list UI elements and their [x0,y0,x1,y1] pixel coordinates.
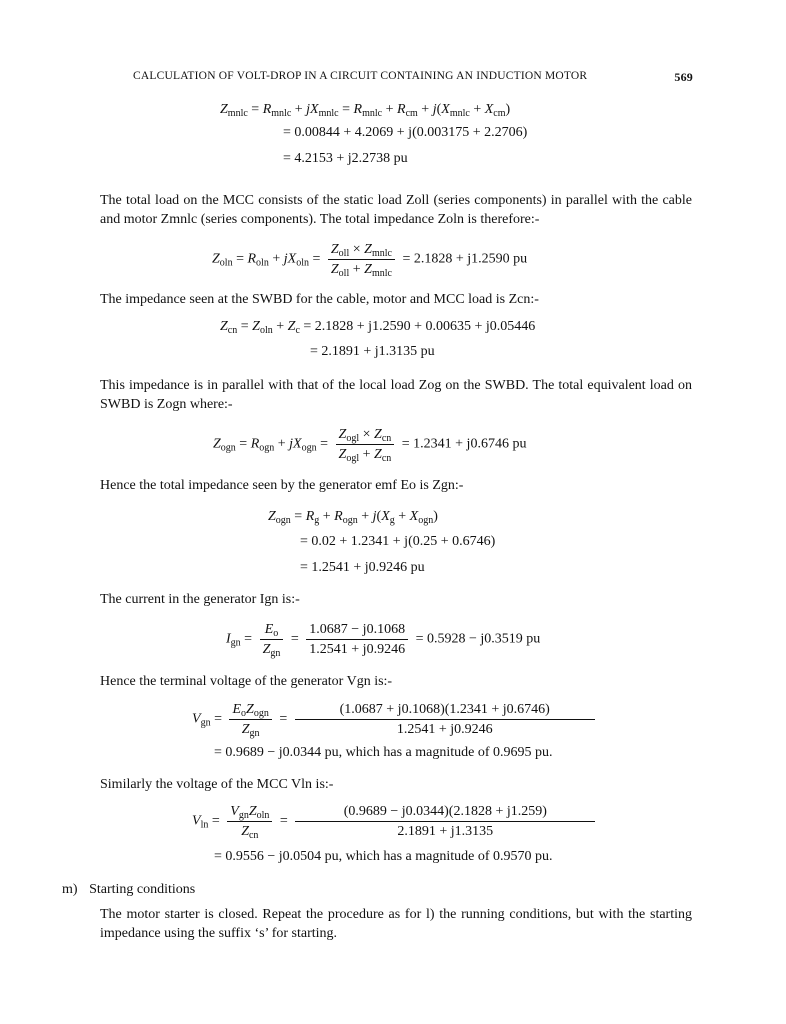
equation-zmnlc-line3: = 4.2153 + j2.2738 pu [283,151,408,166]
running-header [133,70,693,82]
paragraph-generator-impedance: Hence the total impedance seen by the generator emf Eo is Zgn:- [100,478,464,493]
equation-vln-result: = 0.9556 − j0.0504 pu, which has a magnitude of 0.9570 pu. [214,849,553,864]
equation-vln: $V_{ln}$ = $\frac{V_{gn}Z_{oln}}{Z_{cn}}$ = $\frac{(0.9689 - j0.0344)(2.1828 + j1.259)}{2.1891 + j1.3135}$ [192,803,599,840]
equation-zogn: $Z_{ogn} = R_{ogn} + jX_{ogn}$ = $\frac{Z_{ogl} \times Z_{cn}}{Z_{ogl} + Z_{cn}}$ = 1.2341 + j0.6746 pu [213,427,527,464]
zoln-result: = 2.1828 + j1.2590 pu [402,251,528,267]
equation-zcn-line1: $Z_{cn} = Z_{oln} + Z_c = 2.1828 + j1.2590 + 0.00635 + j0.05446$ [220,319,536,336]
equation-ign: $I_{gn}$ = $\frac{E_o}{Z_{gn}}$ = $\frac{1.0687 - j0.1068}{1.2541 + j0.9246}$ = 0.5928 − j0.3519 pu [226,622,541,659]
equation-zcn-line2: = 2.1891 + j1.3135 pu [310,344,435,359]
equation-zmnlc-line2: = 0.00844 + 4.2069 + j(0.003175 + 2.2706) [283,125,528,140]
paragraph-starting-conditions: The motor starter is closed. Repeat the procedure as for l) the running conditions, but with the starting impedance using the suffix ‘s’ for starting. [100,907,692,941]
equation-zgn-line1: $Z_{ogn} = R_g + R_{ogn} + j(X_g + X_{ogn})$ [268,509,438,526]
page-number: 569 [674,70,693,84]
vln-numerator: (0.9689 − j0.0344)(2.1828 + j1.259) [295,803,595,822]
ign-numerator: 1.0687 − j0.1068 [306,621,408,640]
vln-denominator: 2.1891 + j1.3135 [397,824,494,839]
paragraph-swbd-impedance: The impedance seen at the SWBD for the cable, motor and MCC load is Zcn:- [100,292,539,307]
paragraph-mcc-voltage: Similarly the voltage of the MCC Vln is:- [100,777,334,792]
paragraph-total-load: The total load on the MCC consists of the static load Zoll (series components) in parallel with the cable and motor Zmnlc (series components). The total impedance Zoln is therefore:- [100,193,692,227]
zcn-result-line1: = 2.1828 + j1.2590 + 0.00635 + j0.05446 [303,319,536,334]
zogn-result: = 1.2341 + j0.6746 pu [401,436,527,452]
equation-zmnlc-line1: $Z_{mnlc} = R_{mnlc} + jX_{mnlc} = R_{mnlc} + R_{cm} + j(X_{mnlc} + X_{cm})$ [220,102,511,119]
equation-zgn-line3: = 1.2541 + j0.9246 pu [300,560,425,575]
equation-zgn-line2: = 0.02 + 1.2341 + j(0.25 + 0.6746) [300,534,496,549]
paragraph-generator-current: The current in the generator Ign is:- [100,592,300,607]
ign-denominator: 1.2541 + j0.9246 [309,642,406,657]
section-m-label: m) [62,882,78,897]
section-m-heading [62,881,195,899]
ign-result: = 0.5928 − j0.3519 pu [415,631,541,647]
paragraph-parallel-load: This impedance is in parallel with that of the local load Zog on the SWBD. The total equivalent load on SWBD is Zogn where:- [100,378,692,412]
equation-vgn: $V_{gn}$ = $\frac{E_oZ_{ogn}}{Z_{gn}}$ = $\frac{(1.0687 + j0.1068)(1.2341 + j0.6746)}{1.2541 + j0.9246}$ [192,701,599,738]
paragraph-terminal-voltage: Hence the terminal voltage of the generator Vgn is:- [100,674,393,689]
header-title: CALCULATION OF VOLT-DROP IN A CIRCUIT CONTAINING AN INDUCTION MOTOR [133,70,588,82]
equation-vgn-result: = 0.9689 − j0.0344 pu, which has a magnitude of 0.9695 pu. [214,745,553,760]
vgn-denominator: 1.2541 + j0.9246 [396,722,493,737]
section-m-title: Starting conditions [89,882,196,897]
equation-zoln: $Z_{oln} = R_{oln} + jX_{oln}$ = $\frac{Z_{oll} \times Z_{mnlc}}{Z_{oll} + Z_{mnlc}}$ = 2.1828 + j1.2590 pu [212,242,528,279]
vgn-numerator: (1.0687 + j0.1068)(1.2341 + j0.6746) [295,701,595,720]
